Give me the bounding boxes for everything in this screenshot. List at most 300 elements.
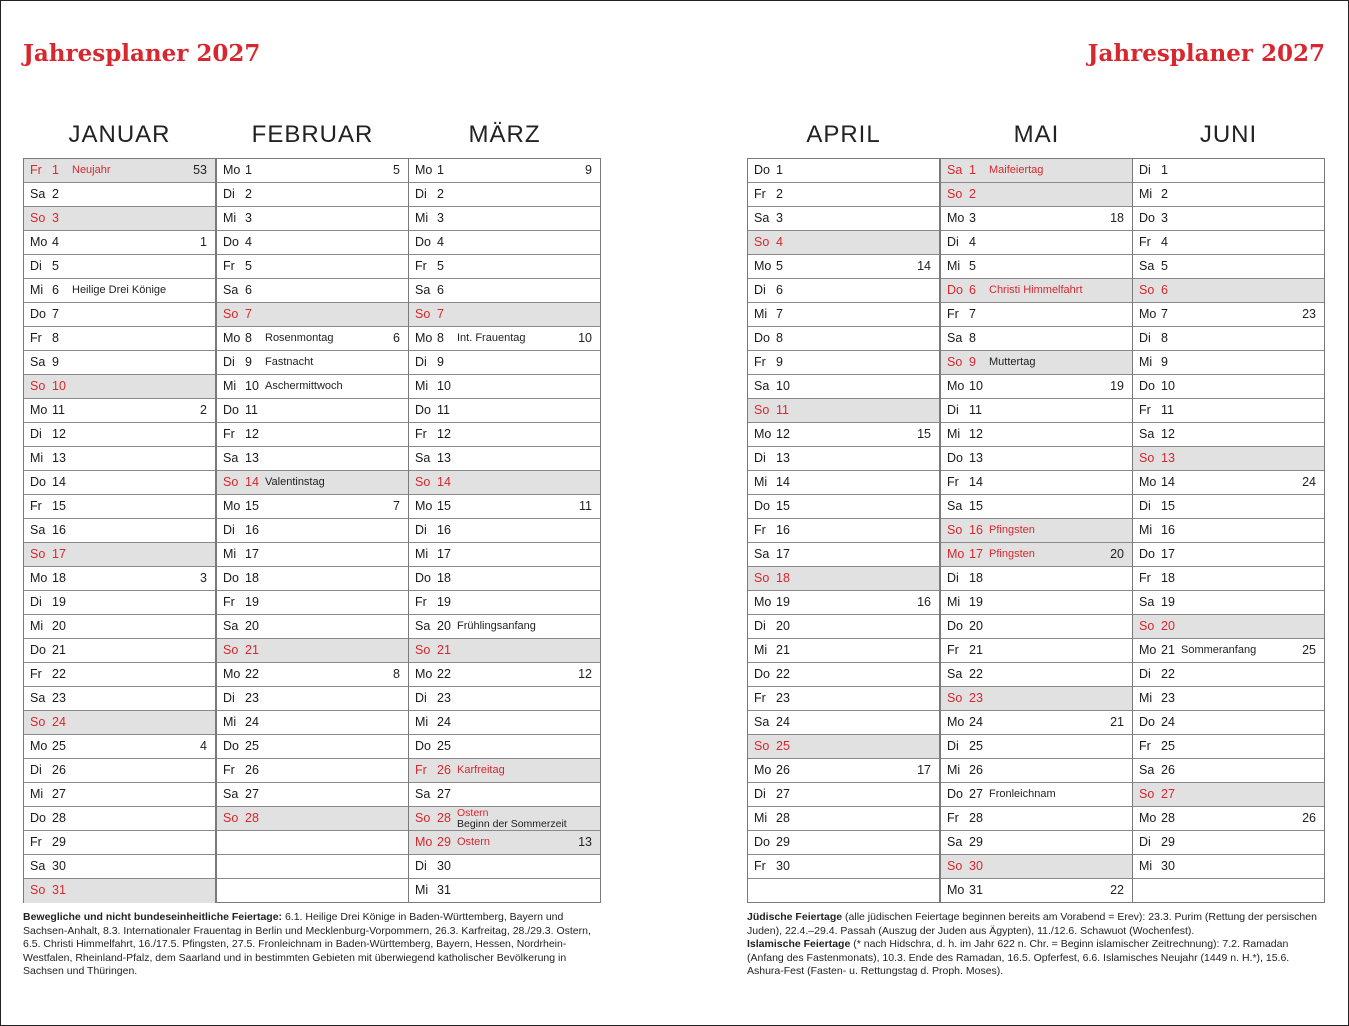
day-number: 20: [969, 619, 983, 633]
weekday: Fr: [30, 163, 42, 177]
week-number: 9: [585, 163, 592, 177]
day-row: [24, 399, 215, 423]
day-row: [748, 327, 939, 351]
day-row: [1133, 303, 1324, 327]
weekday: Fr: [754, 523, 766, 537]
day-row: [409, 279, 600, 303]
week-number: 2: [200, 403, 207, 417]
month-column: [216, 158, 409, 903]
day-row: [24, 207, 215, 231]
weekday: Di: [223, 355, 235, 369]
day-row: [1133, 399, 1324, 423]
week-number: 4: [200, 739, 207, 753]
footnote-islamic-text: (* nach Hidschra, d. h. im Jahr 622 n. Chr. = Beginn islamischer Zeitrechnung): 7.2. Ramadan (Anfang des Fastenmonats), 10.3. Ende des Ramadan, 16.5. Opferfest, 6.6. Islamisches Neujahr (1449 n. H.*), 15.6. Ashura-Fest (Fasten- u. Rettungstag d. Proph. Moses).: [747, 938, 1290, 977]
day-row: [409, 543, 600, 567]
day-number: 19: [969, 595, 983, 609]
day-number: 22: [52, 667, 66, 681]
weekday: Mi: [947, 595, 961, 609]
week-number: 10: [578, 331, 592, 345]
day-number: 18: [776, 571, 790, 585]
day-number: 31: [52, 883, 66, 897]
day-number: 4: [969, 235, 976, 249]
day-row: [409, 807, 600, 831]
day-number: 16: [776, 523, 790, 537]
day-number: 16: [1161, 523, 1175, 537]
day-number: 22: [1161, 667, 1175, 681]
day-row: [748, 447, 939, 471]
holiday-note: Neujahr: [72, 164, 111, 176]
day-number: 10: [245, 379, 259, 393]
day-row: [748, 567, 939, 591]
day-row: [24, 183, 215, 207]
week-number: 15: [917, 427, 931, 441]
day-number: 26: [245, 763, 259, 777]
weekday: So: [1139, 787, 1155, 801]
day-number: 18: [969, 571, 983, 585]
week-number: 5: [393, 163, 400, 177]
day-row: [1133, 855, 1324, 879]
day-row: [748, 471, 939, 495]
weekday: Sa: [415, 619, 431, 633]
day-number: 14: [245, 475, 259, 489]
day-number: 23: [52, 691, 66, 705]
weekday: Di: [754, 619, 766, 633]
weekday: Sa: [754, 547, 770, 561]
day-number: 17: [776, 547, 790, 561]
day-row: [1133, 759, 1324, 783]
weekday: Fr: [1139, 235, 1151, 249]
day-row: [24, 519, 215, 543]
holiday-note: Sommeranfang: [1181, 644, 1257, 656]
day-row: [941, 399, 1132, 423]
day-number: 6: [245, 283, 252, 297]
day-row: [941, 615, 1132, 639]
page-title-left: Jahresplaner 2027: [23, 40, 261, 67]
day-row: [1133, 447, 1324, 471]
day-number: 8: [776, 331, 783, 345]
empty-day-row: [217, 855, 408, 879]
weekday: Mo: [30, 739, 48, 753]
day-row: [1133, 615, 1324, 639]
weekday: Di: [415, 355, 427, 369]
day-row: [217, 591, 408, 615]
day-number: 24: [969, 715, 983, 729]
weekday: Sa: [1139, 259, 1155, 273]
day-number: 13: [776, 451, 790, 465]
day-row: [24, 687, 215, 711]
day-number: 22: [776, 667, 790, 681]
empty-day-row: [217, 879, 408, 903]
day-number: 19: [1161, 595, 1175, 609]
day-number: 13: [437, 451, 451, 465]
holiday-note: Maifeiertag: [989, 164, 1044, 176]
weekday: Mo: [223, 667, 241, 681]
day-row: [409, 159, 600, 183]
weekday: Di: [1139, 667, 1151, 681]
day-row: [24, 639, 215, 663]
day-number: 4: [245, 235, 252, 249]
weekday: Sa: [754, 379, 770, 393]
day-row: [941, 255, 1132, 279]
weekday: Fr: [30, 499, 42, 513]
day-number: 4: [776, 235, 783, 249]
day-row: [409, 687, 600, 711]
day-number: 18: [1161, 571, 1175, 585]
day-number: 8: [245, 331, 252, 345]
day-number: 28: [52, 811, 66, 825]
day-row: [409, 471, 600, 495]
day-number: 22: [437, 667, 451, 681]
day-row: [941, 639, 1132, 663]
weekday: Mo: [415, 331, 433, 345]
day-row: [1133, 807, 1324, 831]
weekday: Do: [223, 235, 239, 249]
weekday: Mi: [30, 787, 44, 801]
day-row: [1133, 711, 1324, 735]
day-row: [941, 759, 1132, 783]
day-row: [941, 831, 1132, 855]
day-number: 12: [969, 427, 983, 441]
month-header-5: JUNI: [1199, 121, 1258, 148]
day-number: 27: [437, 787, 451, 801]
weekday: So: [223, 307, 239, 321]
day-number: 25: [52, 739, 66, 753]
weekday: Mi: [754, 307, 768, 321]
weekday: Mi: [30, 451, 44, 465]
weekday: Di: [30, 763, 42, 777]
weekday: Mi: [223, 211, 237, 225]
day-number: 7: [52, 307, 59, 321]
weekday: Sa: [947, 667, 963, 681]
day-row: [941, 159, 1132, 183]
day-row: [748, 231, 939, 255]
day-row: [24, 663, 215, 687]
day-row: [217, 231, 408, 255]
week-number: 19: [1110, 379, 1124, 393]
day-number: 28: [437, 811, 451, 825]
weekday: Fr: [1139, 739, 1151, 753]
day-row: [409, 327, 600, 351]
day-number: 17: [245, 547, 259, 561]
weekday: Mi: [754, 475, 768, 489]
weekday: Mo: [30, 403, 48, 417]
day-number: 11: [1161, 403, 1174, 417]
weekday: Mi: [415, 379, 429, 393]
day-row: [24, 831, 215, 855]
weekday: Do: [30, 643, 46, 657]
weekday: Di: [415, 859, 427, 873]
day-number: 21: [245, 643, 259, 657]
day-number: 15: [437, 499, 451, 513]
day-row: [748, 255, 939, 279]
day-row: [217, 567, 408, 591]
month-column: [408, 158, 601, 903]
weekday: Do: [754, 667, 770, 681]
day-number: 15: [1161, 499, 1175, 513]
weekday: Fr: [223, 259, 235, 273]
month-column: [747, 158, 940, 903]
day-row: [941, 567, 1132, 591]
day-row: [24, 279, 215, 303]
weekday: Fr: [947, 307, 959, 321]
day-number: 8: [1161, 331, 1168, 345]
weekday: Sa: [30, 355, 46, 369]
day-number: 7: [437, 307, 444, 321]
day-number: 16: [969, 523, 983, 537]
day-row: [24, 855, 215, 879]
day-row: [1133, 423, 1324, 447]
day-number: 9: [1161, 355, 1168, 369]
weekday: Di: [415, 187, 427, 201]
footnote-left-heading: Bewegliche und nicht bundeseinheitliche Feiertage:: [23, 911, 283, 923]
day-row: [24, 447, 215, 471]
weekday: Fr: [947, 811, 959, 825]
day-number: 22: [969, 667, 983, 681]
day-number: 23: [437, 691, 451, 705]
day-row: [748, 687, 939, 711]
holiday-note: Valentinstag: [265, 476, 325, 488]
day-number: 27: [52, 787, 66, 801]
weekday: Do: [1139, 715, 1155, 729]
day-row: [24, 591, 215, 615]
weekday: Mi: [415, 883, 429, 897]
holiday-note-line1: Ostern: [457, 807, 489, 819]
day-row: [409, 519, 600, 543]
weekday: Mo: [415, 499, 433, 513]
day-row: [409, 663, 600, 687]
weekday: Mo: [223, 163, 241, 177]
weekday: So: [1139, 283, 1155, 297]
day-number: 1: [52, 163, 59, 177]
holiday-note-line2: Beginn der Sommerzeit: [457, 818, 567, 830]
day-row: [1133, 159, 1324, 183]
day-row: [1133, 327, 1324, 351]
weekday: So: [1139, 619, 1155, 633]
empty-day-row: [217, 831, 408, 855]
day-row: [24, 375, 215, 399]
day-row: [941, 207, 1132, 231]
weekday: Do: [1139, 547, 1155, 561]
day-number: 3: [245, 211, 252, 225]
day-number: 10: [437, 379, 451, 393]
weekday: So: [754, 235, 770, 249]
weekday: Mi: [947, 763, 961, 777]
day-number: 23: [969, 691, 983, 705]
day-row: [24, 303, 215, 327]
day-number: 13: [52, 451, 66, 465]
day-row: [941, 447, 1132, 471]
holiday-note: Pfingsten: [989, 548, 1035, 560]
day-number: 19: [245, 595, 259, 609]
day-number: 22: [245, 667, 259, 681]
day-number: 18: [245, 571, 259, 585]
day-row: [24, 231, 215, 255]
day-row: [748, 519, 939, 543]
day-row: [1133, 279, 1324, 303]
day-number: 3: [969, 211, 976, 225]
day-number: 7: [245, 307, 252, 321]
weekday: Do: [30, 307, 46, 321]
weekday: Di: [1139, 331, 1151, 345]
day-number: 3: [437, 211, 444, 225]
month-header-4: MAI: [1013, 121, 1060, 148]
day-row: [941, 591, 1132, 615]
day-row: [409, 399, 600, 423]
day-number: 30: [1161, 859, 1175, 873]
day-row: [409, 879, 600, 903]
day-number: 21: [52, 643, 66, 657]
day-number: 30: [437, 859, 451, 873]
day-number: 29: [52, 835, 66, 849]
weekday: So: [30, 715, 46, 729]
weekday: Sa: [30, 523, 46, 537]
day-row: [409, 591, 600, 615]
weekday: Fr: [947, 475, 959, 489]
day-row: [409, 615, 600, 639]
holiday-note: Rosenmontag: [265, 332, 334, 344]
day-row: [217, 447, 408, 471]
day-number: 26: [969, 763, 983, 777]
day-row: [217, 759, 408, 783]
weekday: Mo: [223, 331, 241, 345]
day-row: [217, 807, 408, 831]
holiday-note: Christi Himmelfahrt: [989, 284, 1083, 296]
weekday: Sa: [754, 211, 770, 225]
weekday: Do: [754, 499, 770, 513]
weekday: Do: [1139, 211, 1155, 225]
day-row: [409, 783, 600, 807]
weekday: Di: [947, 235, 959, 249]
week-number: 20: [1110, 547, 1124, 561]
weekday: So: [947, 691, 963, 705]
day-row: [748, 591, 939, 615]
weekday: Do: [947, 283, 963, 297]
weekday: Do: [223, 403, 239, 417]
footnote-jewish-text: (alle jüdischen Feiertage beginnen bereits am Vorabend = Erev): 23.3. Purim (Rettung der persischen Juden), 22.4.–29.4. Passah (Auszug der Juden aus Ägypten), 11./12.6. Schawuot (Wochenfest).: [747, 911, 1317, 937]
day-number: 9: [52, 355, 59, 369]
day-number: 9: [776, 355, 783, 369]
day-row: [748, 183, 939, 207]
day-number: 17: [437, 547, 451, 561]
empty-day-row: [748, 879, 939, 903]
day-row: [24, 159, 215, 183]
weekday: Mo: [754, 595, 772, 609]
day-row: [748, 783, 939, 807]
weekday: Mi: [1139, 859, 1153, 873]
day-number: 3: [1161, 211, 1168, 225]
day-row: [217, 783, 408, 807]
day-number: 2: [437, 187, 444, 201]
day-number: 5: [245, 259, 252, 273]
weekday: Fr: [415, 427, 427, 441]
day-number: 15: [52, 499, 66, 513]
day-row: [409, 759, 600, 783]
day-number: 13: [969, 451, 983, 465]
weekday: Sa: [30, 187, 46, 201]
day-number: 17: [1161, 547, 1175, 561]
day-row: [1133, 663, 1324, 687]
day-row: [748, 807, 939, 831]
weekday: Mo: [947, 547, 965, 561]
weekday: Sa: [1139, 763, 1155, 777]
day-row: [748, 279, 939, 303]
day-row: [217, 255, 408, 279]
weekday: Mo: [754, 259, 772, 273]
weekday: Mi: [223, 715, 237, 729]
day-row: [748, 495, 939, 519]
month-column: [1132, 158, 1325, 903]
day-number: 29: [1161, 835, 1175, 849]
day-row: [1133, 687, 1324, 711]
day-row: [748, 159, 939, 183]
day-row: [217, 159, 408, 183]
weekday: Mi: [1139, 187, 1153, 201]
weekday: Do: [1139, 379, 1155, 393]
day-number: 30: [776, 859, 790, 873]
weekday: Mo: [947, 883, 965, 897]
weekday: Mi: [30, 619, 44, 633]
day-row: [24, 327, 215, 351]
day-number: 31: [969, 883, 983, 897]
footnote-islamic-heading: Islamische Feiertage: [747, 938, 851, 950]
weekday: Fr: [415, 595, 427, 609]
weekday: Mo: [415, 835, 433, 849]
day-number: 2: [1161, 187, 1168, 201]
day-row: [1133, 639, 1324, 663]
holiday-note: Fronleichnam: [989, 788, 1056, 800]
day-number: 25: [245, 739, 259, 753]
weekday: Do: [754, 163, 770, 177]
day-number: 28: [776, 811, 790, 825]
weekday: Mi: [223, 547, 237, 561]
holiday-note: Muttertag: [989, 356, 1036, 368]
day-row: [409, 495, 600, 519]
day-row: [217, 663, 408, 687]
weekday: Di: [30, 427, 42, 441]
day-row: [217, 399, 408, 423]
holiday-note: Fastnacht: [265, 356, 314, 368]
day-row: [1133, 375, 1324, 399]
day-number: 14: [52, 475, 66, 489]
empty-day-row: [1133, 879, 1324, 903]
day-number: 2: [776, 187, 783, 201]
weekday: Di: [1139, 835, 1151, 849]
day-number: 11: [969, 403, 982, 417]
day-row: [748, 759, 939, 783]
day-row: [409, 831, 600, 855]
day-number: 13: [245, 451, 259, 465]
day-number: 5: [1161, 259, 1168, 273]
weekday: Fr: [754, 355, 766, 369]
weekday: Fr: [754, 691, 766, 705]
day-row: [941, 711, 1132, 735]
month-header-2: MÄRZ: [468, 121, 541, 148]
day-row: [217, 639, 408, 663]
weekday: Mi: [754, 811, 768, 825]
week-number: 26: [1302, 811, 1316, 825]
day-row: [748, 663, 939, 687]
day-row: [941, 735, 1132, 759]
holiday-note: Frühlingsanfang: [457, 620, 536, 632]
footnote-left-text: 6.1. Heilige Drei Könige in Baden-Württemberg, Bayern und Sachsen-Anhalt, 8.3. Internationaler Frauentag in Berlin und Mecklenburg-Vorpommern, 26.3. Karfreitag, 28./29.3. Ostern, 6.5. Christi Himmelfahrt, 16./17.5. Pfingsten, 27.5. Fronleichnam in Baden-Württemberg, Bayern, Hessen, Nordrhein-Westfalen, Rheinland-Pfalz, dem Saarland und in bestimmten Gebieten mit überwiegend katholischer Bevölkerung in Sachsen und Thüringen.: [23, 911, 591, 977]
week-number: 23: [1302, 307, 1316, 321]
weekday: Sa: [415, 787, 431, 801]
day-row: [941, 423, 1132, 447]
holiday-note: [457, 808, 567, 830]
day-row: [217, 543, 408, 567]
week-number: 6: [393, 331, 400, 345]
day-number: 14: [1161, 475, 1175, 489]
